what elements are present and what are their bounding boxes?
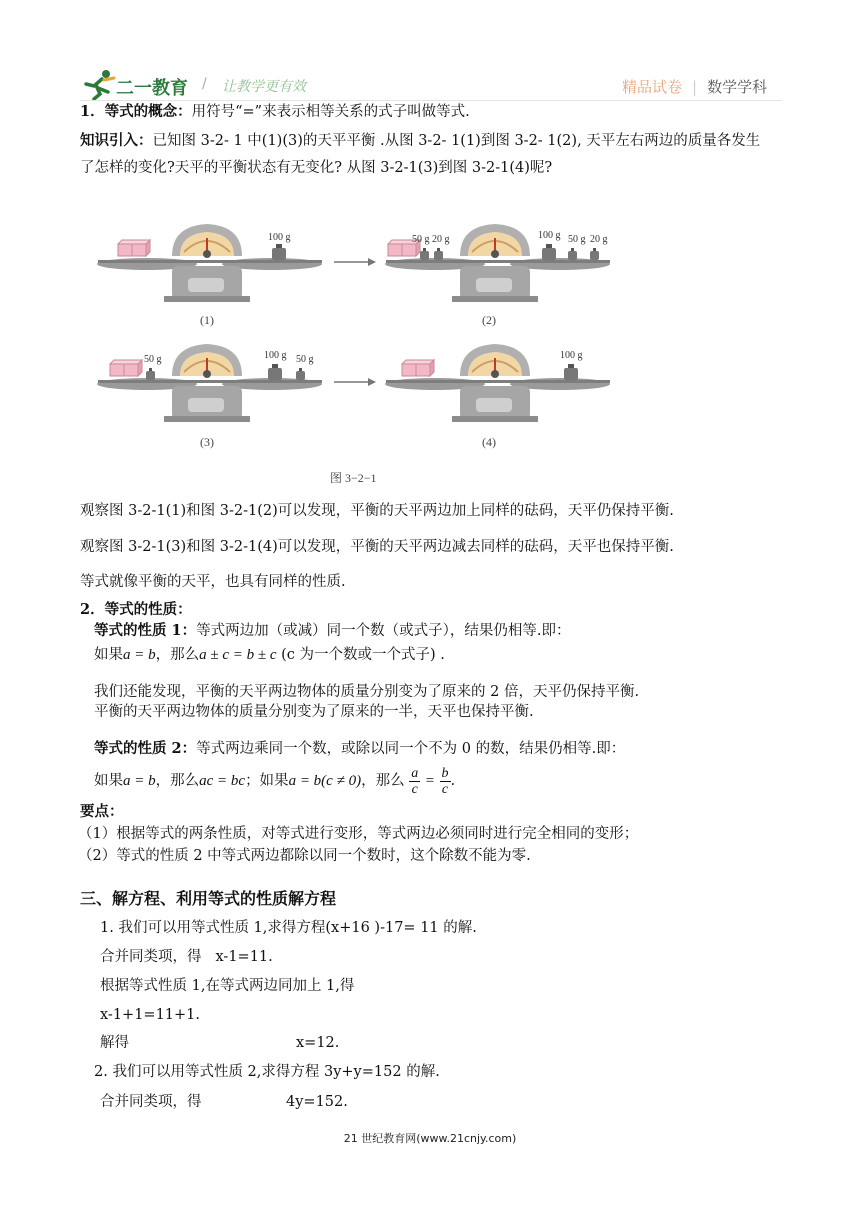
observation-3: 等式就像平衡的天平，也具有同样的性质. xyxy=(80,574,346,590)
discussion-2: 平衡的天平两边物体的质量分别变为了原来的一半，天平也保持平衡. xyxy=(94,704,534,720)
slogan-separator: / xyxy=(202,76,207,92)
weight-label: 20 g xyxy=(590,234,608,245)
section3-heading: 三、解方程、利用等式的性质解方程 xyxy=(80,889,337,908)
intro-text-1: 已知图 3-2- 1 中(1)(3)的天平平衡 .从图 3-2- 1(1)到图 3-2- 1(2), 天平左右两边的质量各发生 xyxy=(152,133,761,149)
period: . xyxy=(450,773,456,789)
property-1-title: 等式的性质 1： xyxy=(94,622,197,639)
balance-3 xyxy=(97,344,322,449)
header-rule xyxy=(80,100,782,101)
keypoint-2: （2）等式的性质 2 中等式两边都除以同一个数时，这个除数不能为零. xyxy=(78,848,531,864)
example-1-step-1 xyxy=(100,947,273,967)
property-1-line xyxy=(94,621,571,641)
balance-1 xyxy=(97,224,322,327)
weight-label: 100 g xyxy=(268,232,291,243)
properties-heading: 2．等式的性质： xyxy=(80,601,192,618)
badge-separator: | xyxy=(692,78,698,96)
badge-right: 数学学科 xyxy=(707,78,768,96)
concept-text: 用符号“=”来表示相等关系的式子叫做等式. xyxy=(191,104,470,120)
property-2-formula xyxy=(94,762,455,800)
figure-label-3: (3) xyxy=(200,435,214,449)
weight-label: 20 g xyxy=(432,234,450,245)
footer: 21 世纪教育网(www.21cnjy.com) xyxy=(343,1132,517,1145)
logo-text: 二一教育 xyxy=(116,78,188,99)
weight-label: 100 g xyxy=(538,230,561,241)
weight-label: 50 g xyxy=(144,354,162,365)
example-1-step-3: x-1+1=11+1. xyxy=(100,1007,201,1023)
intro-line-1 xyxy=(80,131,760,151)
example-1-step-2: 根据等式性质 1,在等式两边同加上 1,得 xyxy=(100,978,355,994)
weight-label: 100 g xyxy=(560,350,583,361)
example-2-step-1-eq: 4y=152. xyxy=(286,1094,348,1110)
example-2: 2. 我们可以用等式性质 2,求得方程 3y+y=152 的解. xyxy=(94,1064,440,1080)
balance-2 xyxy=(385,224,610,327)
property-2-line xyxy=(94,739,625,759)
math-result: a ± c = b ± c xyxy=(199,647,277,663)
property-2-text: 等式两边乘同一个数，或除以同一个不为 0 的数，结果仍相等.即： xyxy=(196,741,626,757)
math-condition: a = b xyxy=(123,773,156,789)
math-condition: a = b xyxy=(123,647,156,663)
fraction-b-over-c: $\frac{b}{c}$ xyxy=(441,765,449,797)
weight-label: 50 g xyxy=(296,354,314,365)
property-2-title: 等式的性质 2： xyxy=(94,740,197,757)
if-word: 如果 xyxy=(94,647,123,663)
example-1-step-4-label: 解得 xyxy=(100,1035,129,1051)
math-condition-2: a = b(c ≠ 0) xyxy=(288,773,362,789)
then-word: ，那么 xyxy=(155,647,200,663)
semicolon-if: ；如果 xyxy=(245,773,289,789)
weight-label: 50 g xyxy=(568,234,586,245)
weight-label: 50 g xyxy=(412,234,430,245)
figure-caption: 图 3−2−1 xyxy=(330,471,377,485)
discussion-1: 我们还能发现，平衡的天平两边物体的质量分别变为了原来的 2 倍，天平仍保持平衡. xyxy=(94,684,640,700)
property-1-formula xyxy=(94,645,445,665)
concept-num: 1． xyxy=(80,103,105,120)
balance-4 xyxy=(385,344,610,449)
figure-label-1: (1) xyxy=(200,313,214,327)
header xyxy=(0,0,860,110)
if-word: 如果 xyxy=(94,773,123,789)
keypoint-1: （1）根据等式的两条性质，对等式进行变形，等式两边必须同时进行完全相同的变形； xyxy=(78,826,639,842)
example-1-step-4-eq: x=12. xyxy=(296,1035,340,1051)
property-1-text: 等式两边加（或减）同一个数（或式子），结果仍相等.即： xyxy=(196,623,571,639)
concept-line xyxy=(80,102,470,122)
fraction-a-over-c: $\frac{a}{c}$ xyxy=(411,765,419,797)
figure-label-2: (2) xyxy=(482,313,496,327)
slogan: 让教学更有效 xyxy=(222,79,306,95)
figure-label-4: (4) xyxy=(482,435,496,449)
example-1: 1. 我们可以用等式性质 1,求得方程(x+16 )-17= 11 的解. xyxy=(100,920,477,936)
logo-runner-icon xyxy=(80,68,118,100)
math-equals: = xyxy=(424,773,435,789)
header-badge xyxy=(622,76,767,97)
weight-label: 100 g xyxy=(264,350,287,361)
property-1-note: (c 为一个数或一个式子) . xyxy=(276,647,445,663)
balance-figure xyxy=(90,212,630,494)
example-2-step-1-label: 合并同类项，得 xyxy=(100,1094,202,1110)
observation-1: 观察图 3-2-1(1)和图 3-2-1(2)可以发现，平衡的天平两边加上同样的砝码，天平仍保持平衡. xyxy=(80,503,674,519)
then-word: ，那么 xyxy=(361,773,405,789)
intro-title: 知识引入： xyxy=(80,132,153,149)
keypoints-title: 要点： xyxy=(80,803,124,820)
observation-2: 观察图 3-2-1(3)和图 3-2-1(4)可以发现，平衡的天平两边减去同样的砝码，天平也保持平衡. xyxy=(80,539,674,555)
math-result: ac = bc xyxy=(199,773,246,789)
step-equation: x-1=11. xyxy=(215,949,273,965)
badge-left: 精品试卷 xyxy=(622,78,683,96)
step-label: 合并同类项，得 xyxy=(100,949,202,965)
concept-title: 等式的概念： xyxy=(104,103,192,120)
then-word: ，那么 xyxy=(155,773,200,789)
intro-line-2: 了怎样的变化?天平的平衡状态有无变化? 从图 3-2-1(3)到图 3-2-1(4)呢? xyxy=(80,160,553,176)
